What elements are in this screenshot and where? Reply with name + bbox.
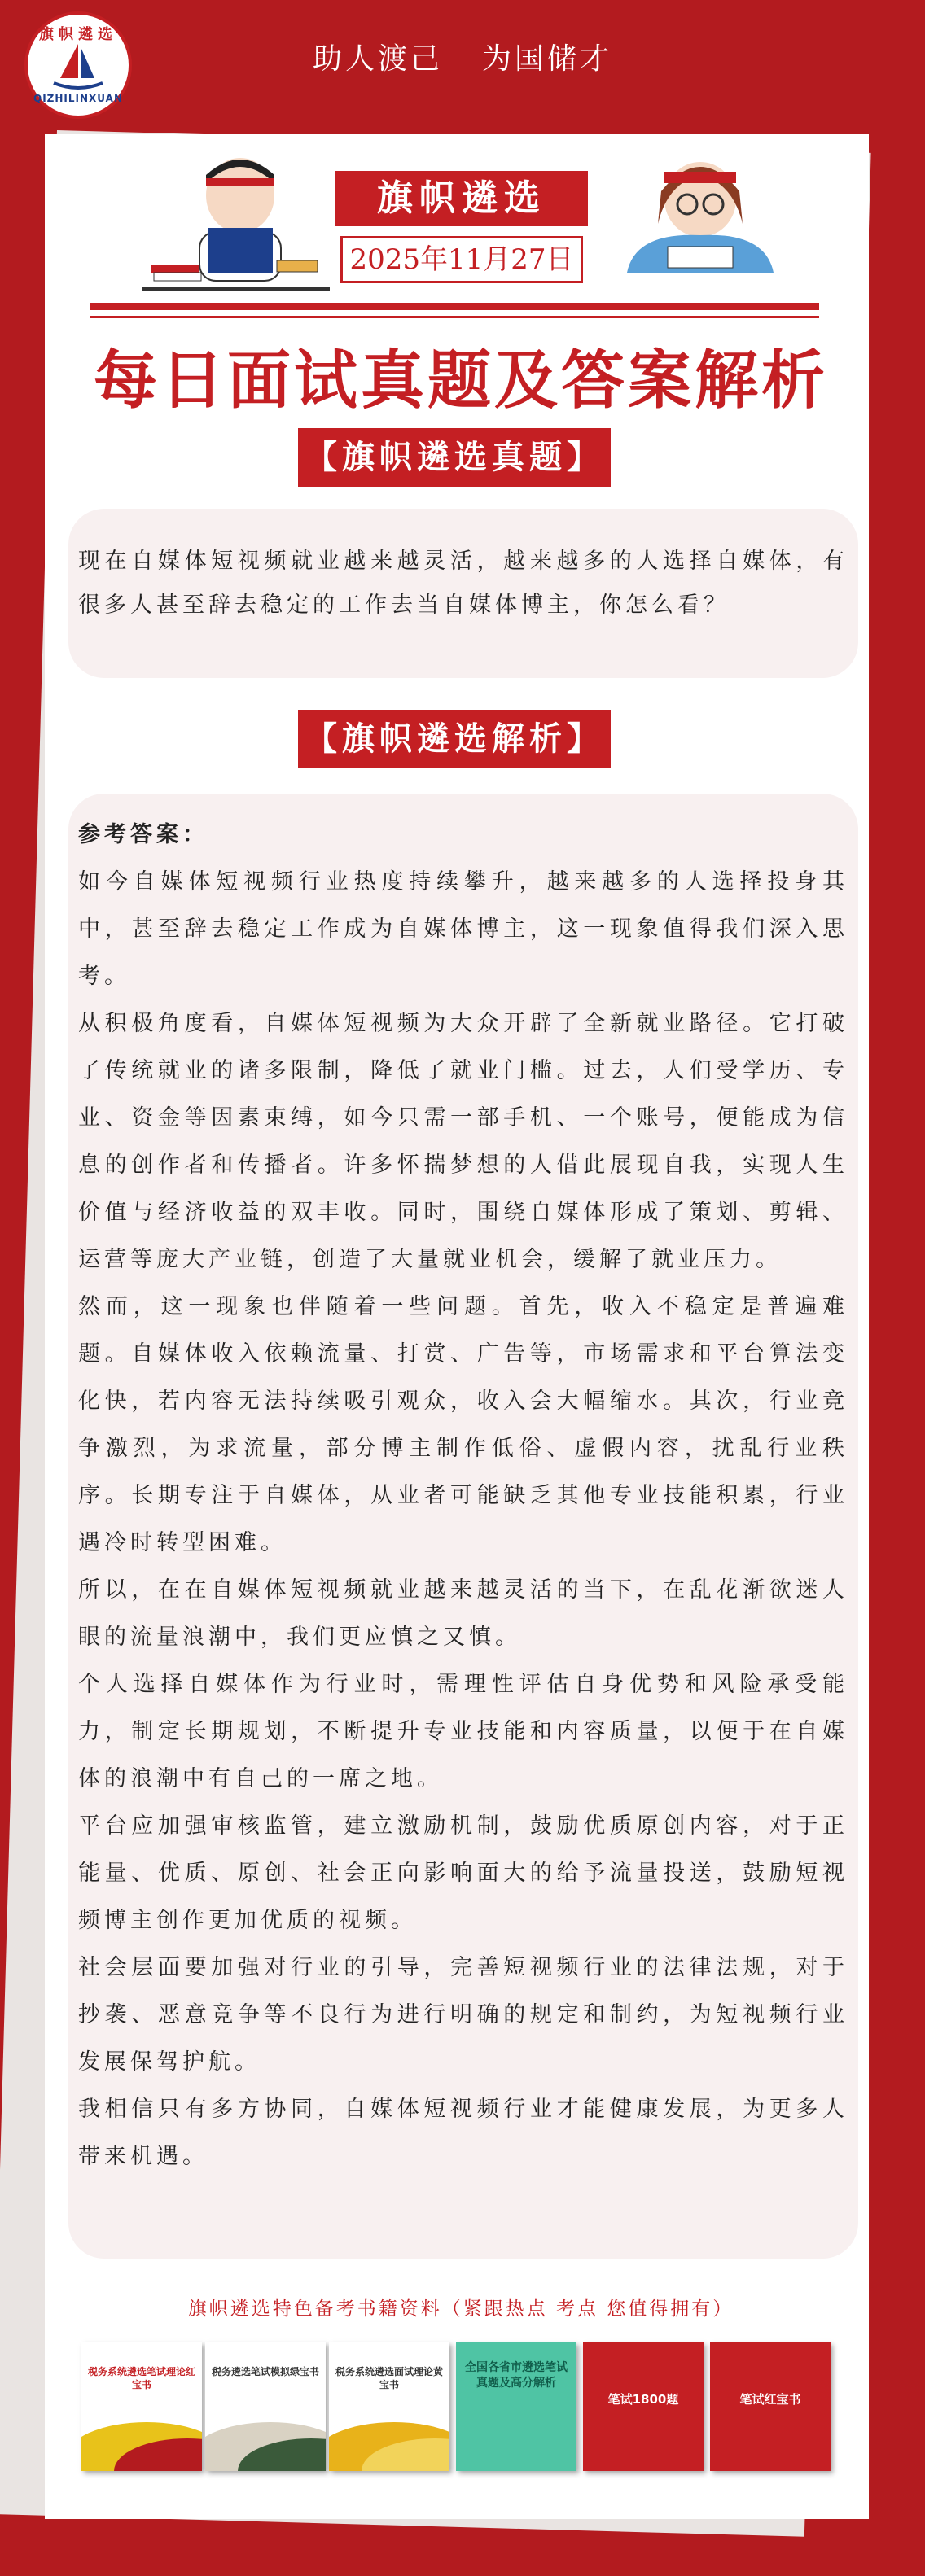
book-cover[interactable] <box>583 2342 704 2471</box>
answer-paragraph: 个人选择自媒体作为行业时，需理性评估自身优势和风险承受能力，制定长期规划，不断提升专业技能和内容质量，以便于在自媒体的浪潮中有自己的一席之地。 <box>78 1672 848 1791</box>
brand-title: 旗帜遴选 <box>335 171 588 226</box>
page-title: 每日面试真题及答案解析 <box>93 344 828 418</box>
logo-subtext: QIZHILINXUAN <box>33 93 123 104</box>
answer-body <box>68 794 858 2180</box>
slogan <box>0 36 925 77</box>
answer-heading: 参考答案： <box>78 822 208 847</box>
answer-paragraph: 我相信只有多方协同，自媒体短视频行业才能健康发展，为更多人带来机遇。 <box>78 2097 848 2169</box>
brand-box <box>335 171 588 288</box>
book-title: 税务系统遴选笔试理论红宝书 <box>87 2366 195 2390</box>
answer-label: 【旗帜遴选解析】 <box>298 710 611 768</box>
books-title: 旗帜遴选特色备考书籍资料（紧跟热点 考点 您值得拥有） <box>187 2298 734 2320</box>
issue-date: 2025年11月27日 <box>340 236 583 283</box>
slogan-right: 为国储才 <box>482 42 613 76</box>
divider-thin <box>90 316 819 318</box>
question-card <box>68 509 858 678</box>
book-cover[interactable] <box>710 2342 831 2471</box>
answer-paragraph: 如今自媒体短视频行业热度持续攀升，越来越多的人选择投身其中，甚至辞去稳定工作成为自媒体博主，这一现象值得我们深入思考。 <box>78 869 848 989</box>
book-title: 笔试1800题 <box>607 2392 679 2407</box>
slogan-left: 助人渡己 <box>312 42 443 76</box>
answer-paragraph: 然而，这一现象也伴随着一些问题。首先，收入不稳定是普遍难题。自媒体收入依赖流量、打赏、广告等，市场需求和平台算法变化快，若内容无法持续吸引观众，收入会大幅缩水。其次，行业竞争激烈，为求流量，部分博主制作低俗、虚假内容，扰乱行业秩序。长期专注于自媒体，从业者可能缺乏其他专业技能积累，行业遇冷时转型困难。 <box>78 1294 848 1555</box>
answer-paragraph: 平台应加强审核监管，建立激励机制，鼓励优质原创内容，对于正能量、优质、原创、社会正向影响面大的给予流量投送，鼓励短视频博主创作更加优质的视频。 <box>78 1813 848 1933</box>
book-title: 税务遴选笔试模拟绿宝书 <box>211 2366 319 2377</box>
question-text: 现在自媒体短视频就业越来越灵活，越来越多的人选择自媒体，有很多人甚至辞去稳定的工作去当自媒体博主，你怎么看？ <box>78 549 848 618</box>
student-writing-illustration <box>603 151 790 273</box>
book-title: 全国各省市遴选笔试真题及高分解析 <box>465 2361 568 2390</box>
student-reading-illustration <box>142 151 330 297</box>
book-cover[interactable] <box>81 2342 202 2471</box>
book-cover[interactable] <box>205 2342 326 2471</box>
book-title: 税务系统遴选面试理论黄宝书 <box>335 2366 443 2390</box>
book-cover[interactable] <box>329 2342 449 2471</box>
question-label: 【旗帜遴选真题】 <box>298 428 611 487</box>
answer-paragraph: 社会层面要加强对行业的引导，完善短视频行业的法律法规，对于抄袭、恶意竞争等不良行为进行明确的规定和制约，为短视频行业发展保驾护航。 <box>78 1955 848 2075</box>
logo-text: 旗帜遴选 <box>39 26 117 43</box>
answer-paragraph: 所以，在在自媒体短视频就业越来越灵活的当下，在乱花渐欲迷人眼的流量浪潮中，我们更应慎之又慎。 <box>78 1577 848 1650</box>
answer-card <box>68 794 858 2259</box>
book-cover[interactable] <box>456 2342 576 2471</box>
divider-thick <box>90 303 819 310</box>
book-title: 笔试红宝书 <box>739 2392 801 2407</box>
answer-paragraph: 从积极角度看，自媒体短视频为大众开辟了全新就业路径。它打破了传统就业的诸多限制，降低了就业门槛。过去，人们受学历、专业、资金等因素束缚，如今只需一部手机、一个账号，便能成为信息的创作者和传播者。许多怀揣梦想的人借此展现自我，实现人生价值与经济收益的双丰收。同时，围绕自媒体形成了策划、剪辑、运营等庞大产业链，创造了大量就业机会，缓解了就业压力。 <box>78 1011 848 1272</box>
